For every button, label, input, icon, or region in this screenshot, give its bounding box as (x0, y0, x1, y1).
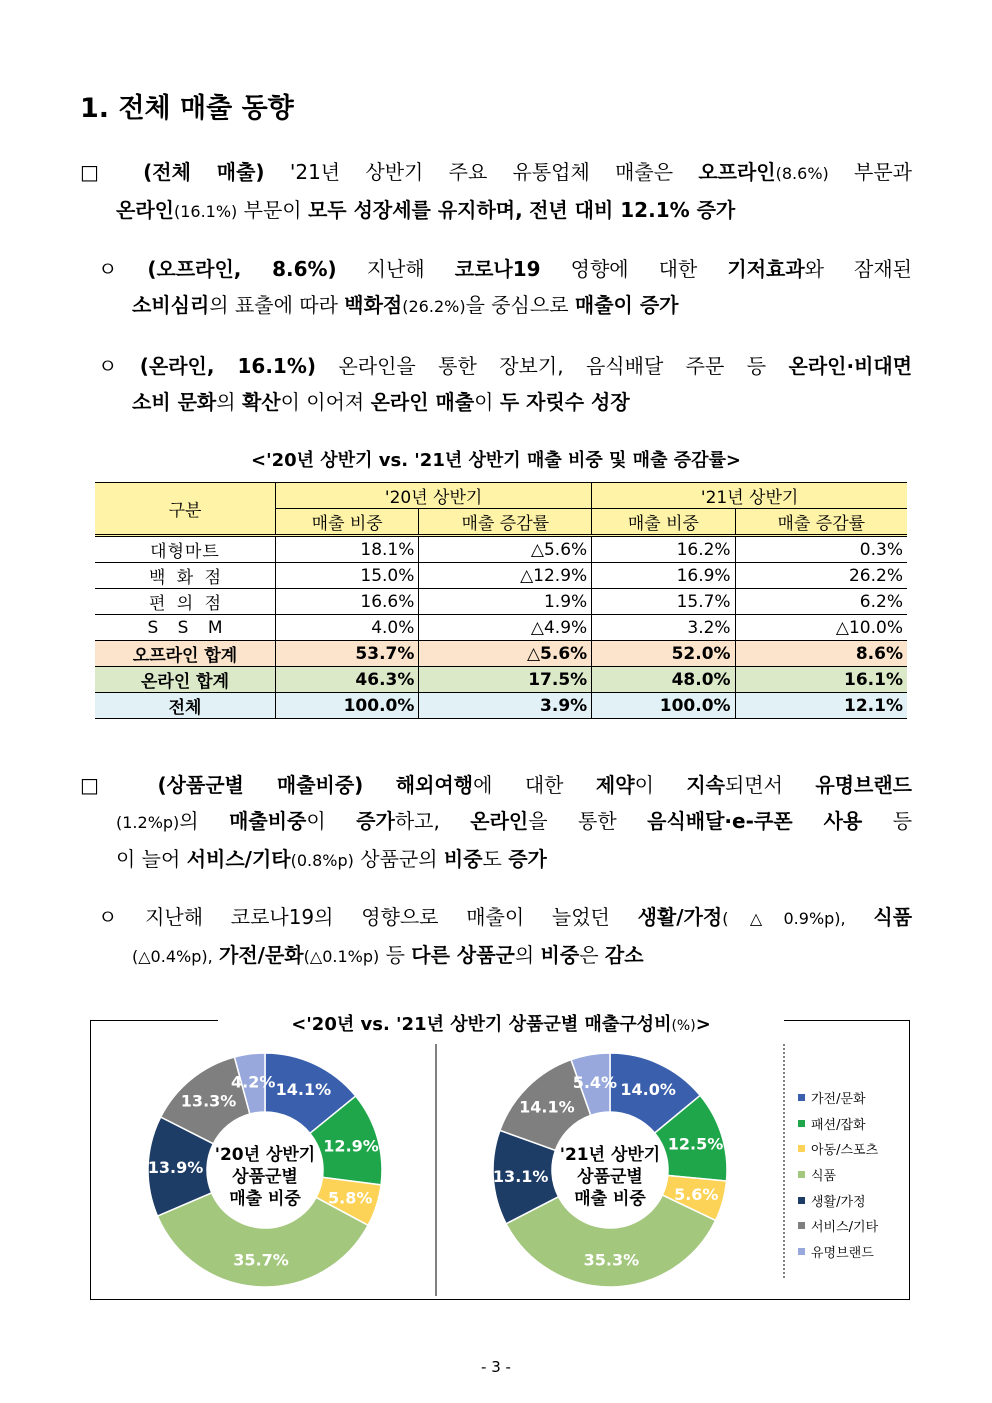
text: 상품군의 (360, 847, 438, 871)
slice-label: 13.9% (147, 1158, 204, 1178)
legend-label: 패션/잡화 (811, 1117, 866, 1133)
donut-center-title: 상품군별 (577, 1167, 643, 1187)
cell: 52.0% (592, 641, 735, 667)
legend-item (798, 1213, 878, 1239)
text-bold: 유명브랜드 (815, 773, 913, 797)
legend-label: 유명브랜드 (811, 1245, 874, 1261)
text-bold: 가전/문화 (219, 943, 304, 967)
legend-swatch (798, 1145, 805, 1152)
slice-label: 13.3% (180, 1091, 237, 1111)
cell: 18.1% (276, 536, 419, 563)
text-bold: 음식배달·e-쿠폰 사용 (647, 809, 863, 833)
text: 와 잠재된 (804, 257, 912, 281)
text-bold: 소비 문화 (132, 390, 217, 414)
text: 되면서 (724, 773, 783, 797)
slice-label: 13.1% (492, 1166, 549, 1186)
text: 등 (385, 943, 405, 967)
cell: 15.7% (592, 589, 735, 615)
text: 을 통한 (528, 809, 617, 833)
text: 은 (579, 943, 599, 967)
text: 이 늘어 (116, 847, 181, 871)
cell: 48.0% (592, 667, 735, 693)
header-2020: '20년 상반기 (276, 483, 592, 509)
text-small: (△0.9%p), (722, 909, 846, 928)
cell: 16.9% (592, 563, 735, 589)
text-bold: 비중 (443, 847, 483, 871)
cell: 26.2% (735, 563, 907, 589)
text-bold: 매출이 증가 (574, 293, 679, 317)
checkbox-marker: □ (80, 773, 125, 797)
cell: 16.6% (276, 589, 419, 615)
legend-swatch (798, 1120, 805, 1127)
slice-label: 5.8% (328, 1188, 373, 1208)
text: 등 (892, 809, 913, 833)
text-bold: 다른 상품군 (411, 943, 515, 967)
legend-item (798, 1187, 878, 1213)
slice-label: 35.7% (233, 1250, 289, 1270)
legend-item (798, 1136, 878, 1162)
legend-label: 식품 (811, 1169, 837, 1185)
cell: △5.6% (419, 536, 592, 563)
donut-center-title: 매출 비중 (574, 1189, 646, 1209)
chart-caption-text: <'20년 vs. '21년 상반기 상품군별 매출구성비 (291, 1014, 672, 1035)
legend-label: 아동/스포츠 (811, 1143, 879, 1159)
text: 부문이 (243, 198, 302, 222)
row-label: 대형마트 (95, 536, 276, 563)
donut-center-title: '20년 상반기 (214, 1145, 316, 1165)
text: 온라인을 통한 장보기, 음식배달 주문 등 (338, 354, 767, 378)
cell: 3.9% (419, 693, 592, 719)
legend-swatch (798, 1197, 805, 1204)
text-small: (1.2%p) (116, 813, 180, 832)
row-label: 오프라인 합계 (95, 641, 276, 667)
text-bold: 기저효과 (727, 257, 805, 281)
row-label: 전체 (95, 693, 276, 719)
text: 이 이어져 (280, 390, 365, 414)
text: 이 (306, 809, 326, 833)
header-growth: 매출 증감률 (419, 509, 592, 536)
legend-item (798, 1111, 878, 1137)
cell: 16.1% (735, 667, 907, 693)
text-bold: 온라인 매출 (370, 390, 475, 414)
text: '21년 상반기 주요 유통업체 매출은 (289, 160, 674, 184)
text-bold: 생활/가정 (637, 905, 723, 929)
text: 을 중심으로 (465, 293, 569, 317)
text-small: (△0.1%p) (303, 947, 380, 966)
text-bold: 제약 (595, 773, 635, 797)
text-bold: 두 자릿수 성장 (499, 390, 630, 414)
slice-label: 14.1% (519, 1097, 575, 1117)
text-small: (26.2%) (402, 297, 466, 316)
legend-swatch (798, 1222, 805, 1229)
bullet-tag: (오프라인, 8.6%) (147, 257, 337, 281)
text-small: (16.1%) (173, 202, 238, 221)
text: 영향에 대한 (570, 257, 698, 281)
text-bold: 지속 (686, 773, 725, 797)
cell: △4.9% (419, 615, 592, 641)
text-bold: 온라인·비대면 (788, 354, 913, 378)
text-bold: 코로나19 (454, 257, 541, 281)
section-tag: (전체 매출) (143, 160, 265, 184)
cell: 12.1% (735, 693, 907, 719)
cell: 0.3% (735, 536, 907, 563)
text: 이 (634, 773, 654, 797)
text: 의 (514, 943, 535, 967)
text: 에 대한 (473, 773, 564, 797)
slice-label: 4.2% (231, 1072, 276, 1092)
legend-label: 생활/가정 (811, 1194, 866, 1210)
legend-label: 서비스/기타 (811, 1220, 879, 1236)
donut-center-title: 상품군별 (232, 1167, 298, 1187)
cell: △10.0% (735, 615, 907, 641)
text: 하고, (394, 809, 440, 833)
text-bold: 전년 대비 12.1% 증가 (529, 198, 736, 222)
text-bold: 확산 (241, 390, 281, 414)
text-bold: 모두 성장세를 유지하며, (307, 198, 523, 222)
cell: 8.6% (735, 641, 907, 667)
text-small: (△0.4%p), (132, 947, 213, 966)
chart-legend (798, 1085, 878, 1264)
text-bold: 비중 (540, 943, 580, 967)
text-bold: 백화점 (344, 293, 403, 317)
cell: 6.2% (735, 589, 907, 615)
row-label: 편 의 점 (95, 589, 276, 615)
text: 의 (179, 809, 199, 833)
bullet-tag: (온라인, 16.1%) (139, 354, 317, 378)
cell: 4.0% (276, 615, 419, 641)
legend-item (798, 1162, 878, 1188)
text: 이 (474, 390, 494, 414)
page-number: - 3 - (481, 1358, 511, 1376)
cell: 100.0% (276, 693, 419, 719)
cell: 100.0% (592, 693, 735, 719)
text: 지난해 코로나19의 영향으로 매출이 늘었던 (145, 905, 610, 929)
slice-label: 5.6% (674, 1184, 719, 1204)
row-label: 백 화 점 (95, 563, 276, 589)
text-bold: 증가 (356, 809, 395, 833)
bullet-marker: ㅇ (98, 905, 118, 929)
cell: 53.7% (276, 641, 419, 667)
header-share: 매출 비중 (592, 509, 735, 536)
donut-center-title: '21년 상반기 (559, 1145, 661, 1165)
header-2021: '21년 상반기 (592, 483, 907, 509)
cell: 46.3% (276, 667, 419, 693)
text-bold: 식품 (873, 905, 913, 929)
table-caption: <'20년 상반기 vs. '21년 상반기 매출 비중 및 매출 증감률> (251, 450, 741, 471)
text-bold: 증가 (508, 847, 547, 871)
legend-swatch (798, 1171, 805, 1178)
legend-swatch (798, 1248, 805, 1255)
legend-label: 가전/문화 (811, 1092, 866, 1108)
bullet-marker: ㅇ (98, 257, 118, 281)
text-bold: 매출비중 (229, 809, 307, 833)
text-small: (0.8%p) (290, 851, 354, 870)
text: 지난해 (366, 257, 425, 281)
cell: △5.6% (419, 641, 592, 667)
checkbox-marker: □ (80, 160, 118, 184)
legend-swatch (798, 1094, 805, 1101)
row-label: S S M (95, 615, 276, 641)
slice-label: 12.5% (667, 1134, 724, 1154)
slice-label: 5.4% (572, 1072, 618, 1092)
donut-center-title: 매출 비중 (229, 1189, 301, 1209)
cell: △12.9% (419, 563, 592, 589)
cell: 15.0% (276, 563, 419, 589)
slice-label: 14.1% (275, 1080, 332, 1100)
text-bold: 해외여행 (395, 773, 474, 797)
page-heading: 1. 전체 매출 동향 (80, 93, 294, 124)
text-bold: 감소 (604, 943, 644, 967)
cell: 3.2% (592, 615, 735, 641)
slice-label: 14.0% (620, 1080, 676, 1100)
text: 의 표출에 따라 (209, 293, 338, 317)
chart-caption-end: > (695, 1014, 711, 1035)
text-small: (8.6%) (775, 164, 829, 183)
text: 의 (216, 390, 236, 414)
text-bold: 소비심리 (132, 293, 210, 317)
legend-item (798, 1239, 878, 1265)
cell: 16.2% (592, 536, 735, 563)
chart-caption-unit: (%) (671, 1018, 696, 1034)
donut-2021 (493, 1053, 727, 1287)
header-share: 매출 비중 (276, 509, 419, 536)
cell: 1.9% (419, 589, 592, 615)
text-bold: 서비스/기타 (186, 847, 291, 871)
slice-label: 35.3% (583, 1250, 640, 1270)
legend-item (798, 1085, 878, 1111)
bullet-marker: ㅇ (98, 354, 118, 378)
slice-label: 12.9% (323, 1136, 379, 1156)
text-bold: 온라인 (116, 198, 174, 222)
donut-2020 (148, 1053, 382, 1287)
header-category: 구분 (95, 483, 276, 536)
text-bold: 온라인 (470, 809, 529, 833)
row-label: 온라인 합계 (95, 667, 276, 693)
text-bold: 오프라인 (698, 160, 776, 184)
cell: 17.5% (419, 667, 592, 693)
text: 도 (482, 847, 502, 871)
section-tag: (상품군별 매출비중) (157, 773, 364, 797)
text: 부문과 (854, 160, 913, 184)
header-growth: 매출 증감률 (735, 509, 907, 536)
